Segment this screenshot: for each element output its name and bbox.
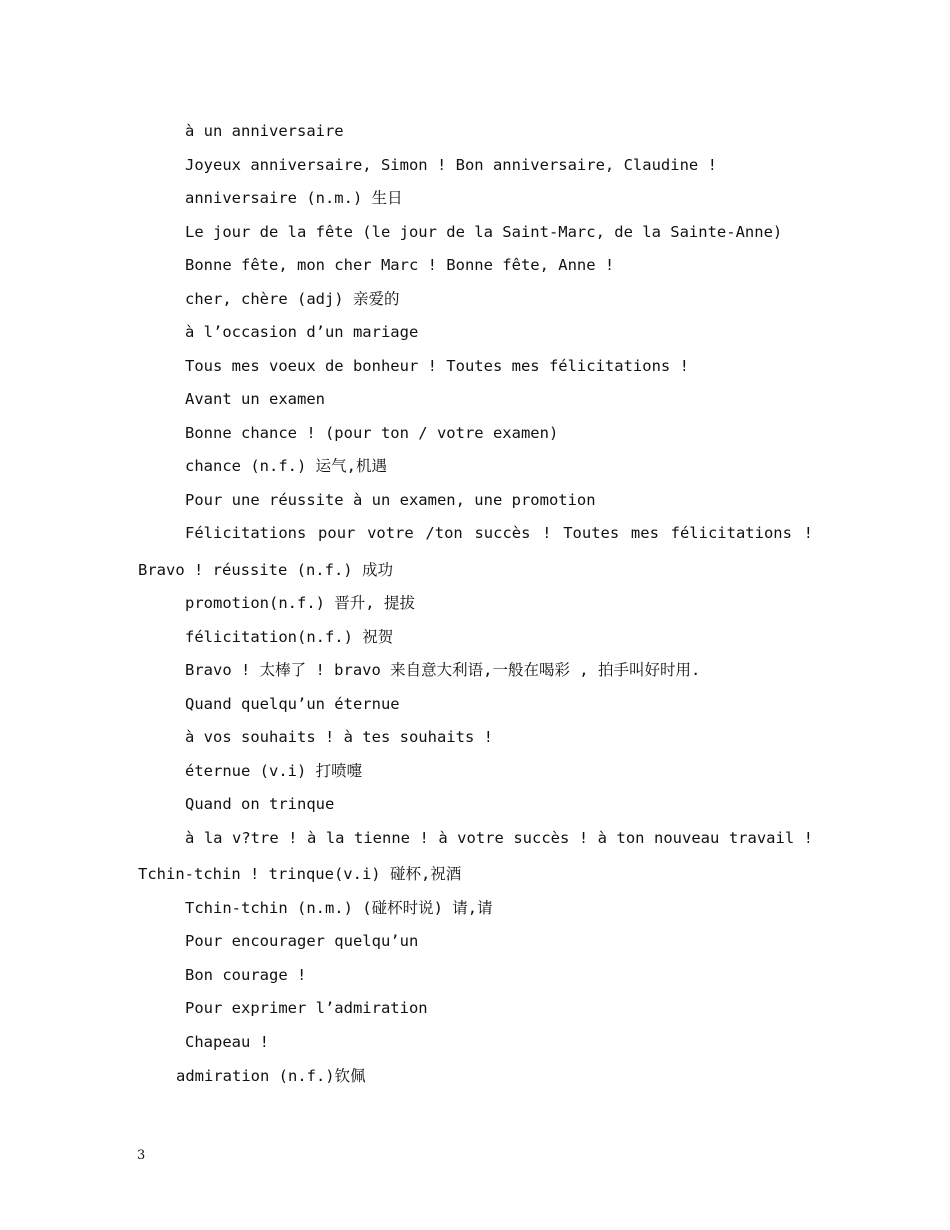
text-line: Bravo ! 太棒了 ! bravo 来自意大利语,一般在喝彩 , 拍手叫好时用. [185,661,701,679]
text-line: à la v?tre ! à la tienne ! à votre succès ! à ton nouveau travail ! [185,829,813,847]
text-line: Tchin-tchin ! trinque(v.i) 碰杯,祝酒 [138,865,462,883]
text-line: anniversaire (n.m.) 生日 [185,189,403,207]
text-line: Avant un examen [185,390,325,408]
text-line: Pour exprimer l’admiration [185,999,428,1017]
text-line: admiration (n.f.)钦佩 [176,1067,366,1085]
text-line: Bon courage ! [185,966,307,984]
text-line: Pour une réussite à un examen, une promotion [185,491,596,509]
text-line: Bonne fête, mon cher Marc ! Bonne fête, Anne ! [185,256,615,274]
text-line: à vos souhaits ! à tes souhaits ! [185,728,493,746]
text-line: promotion(n.f.) 晋升, 提拔 [185,594,415,612]
text-line: Quand on trinque [185,795,335,813]
text-line: félicitation(n.f.) 祝贺 [185,628,394,646]
text-line: Joyeux anniversaire, Simon ! Bon anniversaire, Claudine ! [185,156,717,174]
page-number: 3 [137,1148,146,1163]
text-line: Félicitations pour votre /ton succès ! Toutes mes félicitations ! [185,524,813,542]
text-line: Tchin-tchin (n.m.) (碰杯时说) 请,请 [185,899,493,917]
text-line: à un anniversaire [185,122,344,140]
text-line: Bravo ! réussite (n.f.) 成功 [138,561,393,579]
text-line: Bonne chance ! (pour ton / votre examen) [185,424,559,442]
text-line: Quand quelqu’un éternue [185,695,400,713]
text-line: Le jour de la fête (le jour de la Saint-Marc, de la Sainte-Anne) [185,223,783,241]
text-line: Pour encourager quelqu’un [185,932,419,950]
text-line: cher, chère (adj) 亲爱的 [185,290,400,308]
text-line: Tous mes voeux de bonheur ! Toutes mes félicitations ! [185,357,689,375]
text-line: à l’occasion d’un mariage [185,323,419,341]
text-line: éternue (v.i) 打喷嚏 [185,762,363,780]
text-line: Chapeau ! [185,1033,269,1051]
text-line: chance (n.f.) 运气,机遇 [185,457,387,475]
